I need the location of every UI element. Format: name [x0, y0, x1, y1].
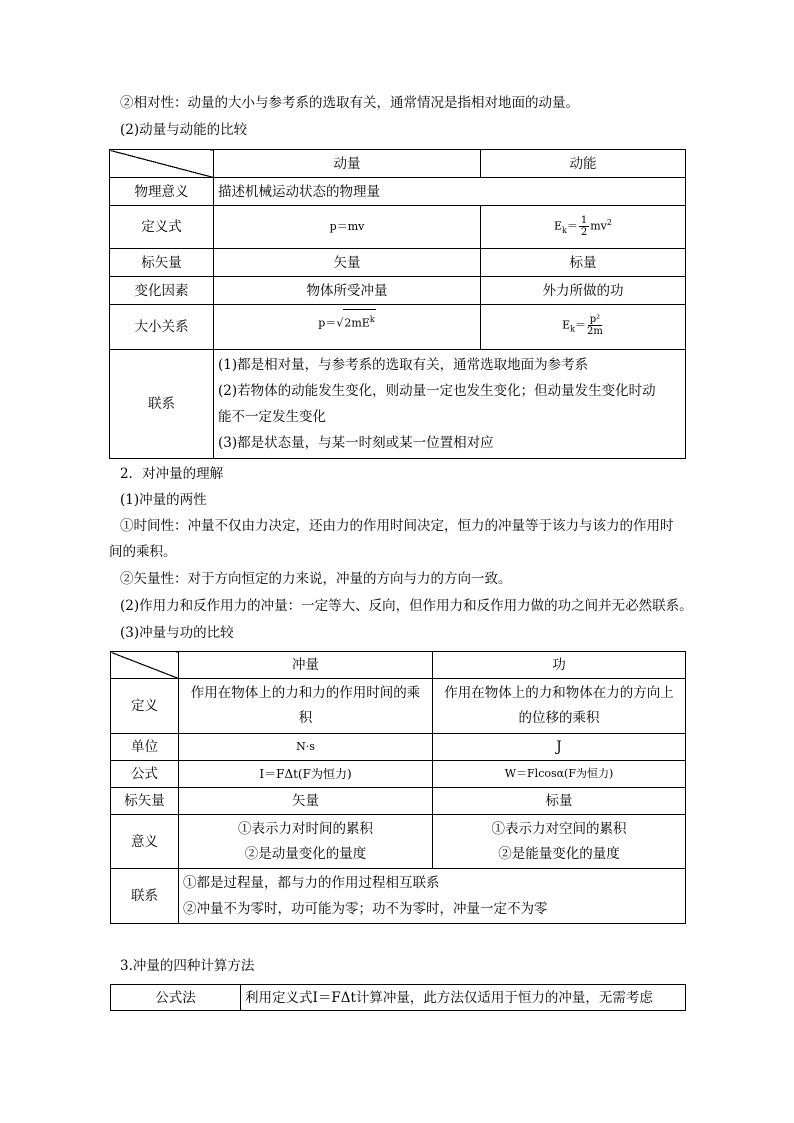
row-label-magnitude-relation: 大小关系: [110, 305, 214, 350]
work-definition-line-2: 的位移的乘积: [518, 710, 600, 726]
calculation-methods-table: [110, 984, 686, 1011]
impulse-meaning-line-2: ②是动量变化的量度: [244, 845, 367, 862]
impulse-unit: N·s: [179, 734, 433, 761]
row-label-vector-scalar: 标矢量: [110, 249, 214, 277]
row-label-formula: 公式: [111, 761, 179, 788]
work-definition-line-1: 作用在物体上的力和物体在力的方向上: [444, 685, 674, 701]
fraction-numerator: p²: [589, 314, 601, 326]
diagonal-header-cell: [110, 150, 214, 178]
relativity-line: ②相对性：动量的大小与参考系的选取有关，通常情况是指相对地面的动量。: [120, 95, 579, 111]
ek-subscript: k: [562, 225, 567, 235]
time-nature-line-2: 间的乘积。: [109, 544, 177, 560]
mv-exponent: 2: [606, 218, 612, 228]
sqrt-radicand: [343, 309, 375, 334]
vector-nature-line: ②矢量性：对于方向恒定的力来说，冲量的方向与力的方向一致。: [120, 571, 512, 587]
impulse-definition-line-2: 积: [298, 710, 313, 726]
row-label-physical-meaning: 物理意义: [110, 178, 214, 206]
row-label-relation: 联系: [110, 350, 214, 459]
impulse-work-relation-line-1: ①都是过程量，都与力的作用过程相互联系: [183, 875, 440, 891]
work-meaning-line-2: ②是能量变化的量度: [498, 845, 620, 862]
equals-sign: ＝: [575, 318, 587, 332]
work-definition: [433, 679, 686, 734]
fraction: [587, 314, 603, 337]
row-label-meaning: 意义: [111, 815, 179, 869]
fraction-denominator: 2: [580, 227, 588, 239]
header-work: 功: [433, 652, 686, 679]
fraction-denominator: 2m: [587, 326, 603, 338]
impulse-meaning-line-1: ①表示力对时间的累积: [238, 820, 373, 837]
work-meaning: [433, 815, 686, 869]
row-label-definition: 定义: [111, 679, 179, 734]
section-2-title: 2．对冲量的理解: [120, 466, 224, 482]
impulse-vector-type: 矢量: [179, 788, 433, 815]
row-label-relation: 联系: [111, 869, 179, 924]
header-kinetic-energy: 动能: [481, 150, 686, 178]
relation-line-3: 能不一定发生变化: [218, 409, 326, 425]
radicand-sub: k: [369, 315, 375, 324]
work-scalar-type: 标量: [433, 788, 686, 815]
work-formula: W＝Flcosα(F为恒力): [433, 761, 686, 788]
relation-line-2: (2)若物体的动能发生变化，则动量一定也发生变化；但动量发生变化时动: [218, 383, 656, 399]
action-reaction-line: (2)作用力和反作用力的冲量：一定等大、反向，但作用力和反作用力做的功之间并无必然联系。: [120, 598, 693, 614]
momentum-energy-table: [109, 149, 686, 459]
momentum-change-factor: 物体所受冲量: [214, 277, 481, 305]
impulse-formula: I＝FΔt(F为恒力): [179, 761, 433, 788]
impulse-definition: [179, 679, 433, 734]
method-formula-description: 利用定义式I＝FΔt计算冲量，此方法仅适用于恒力的冲量，无需考虑: [241, 985, 686, 1011]
energy-change-factor: 外力所做的功: [481, 277, 686, 305]
work-meaning-line-1: ①表示力对空间的累积: [491, 820, 627, 837]
mv-term: mv: [590, 219, 607, 233]
impulse-meaning: [179, 815, 433, 869]
diagonal-header-cell: [111, 652, 179, 679]
ek-symbol: E: [562, 318, 571, 332]
energy-magnitude-formula: [481, 305, 686, 350]
header-impulse: 冲量: [179, 652, 433, 679]
method-label-formula: 公式法: [111, 985, 241, 1011]
relation-line-1: (1)都是相对量，与参考系的选取有关，通常选取地面为参考系: [218, 357, 589, 373]
physical-meaning-value: 描述机械运动状态的物理量: [214, 178, 686, 206]
ek-subscript: k: [570, 324, 576, 334]
ek-symbol: E: [553, 219, 563, 233]
fraction-numerator: 1: [580, 215, 588, 227]
row-label-change-factor: 变化因素: [110, 277, 214, 305]
energy-scalar-type: 标量: [481, 249, 686, 277]
section-3-title: 3.冲量的四种计算方法: [120, 958, 255, 974]
work-unit: J: [433, 734, 686, 761]
momentum-magnitude-formula: [214, 305, 481, 350]
comparison-title-momentum-energy: (2)动量与动能的比较: [120, 122, 248, 138]
row-label-definition: 定义式: [110, 206, 214, 249]
time-nature-line-1: ①时间性：冲量不仅由力决定，还由力的作用时间决定，恒力的冲量等于该力与该力的作用时: [120, 518, 674, 534]
impulse-work-relation: [179, 869, 686, 924]
sqrt-sign: √: [336, 316, 344, 330]
two-natures-title: (1)冲量的两性: [120, 492, 207, 508]
impulse-definition-line-1: 作用在物体上的力和力的作用时间的乘: [190, 685, 421, 701]
header-momentum: 动量: [214, 150, 481, 178]
relation-line-4: (3)都是状态量，与某一时刻或某一位置相对应: [218, 435, 494, 451]
kinetic-energy-definition: [481, 206, 686, 249]
comparison-title-impulse-work: (3)冲量与功的比较: [120, 625, 234, 641]
equals-sign: ＝: [566, 219, 578, 233]
momentum-definition: p＝mv: [214, 206, 481, 249]
p-equals: p＝: [318, 316, 337, 330]
fraction: [579, 215, 589, 238]
row-label-unit: 单位: [111, 734, 179, 761]
radicand-text: 2mE: [344, 316, 370, 330]
impulse-work-table: [110, 651, 686, 924]
relation-content: [214, 350, 686, 459]
momentum-vector-type: 矢量: [214, 249, 481, 277]
impulse-work-relation-line-2: ②冲量不为零时，功可能为零；功不为零时，冲量一定不为零: [183, 901, 548, 917]
row-label-vector-scalar: 标矢量: [111, 788, 179, 815]
